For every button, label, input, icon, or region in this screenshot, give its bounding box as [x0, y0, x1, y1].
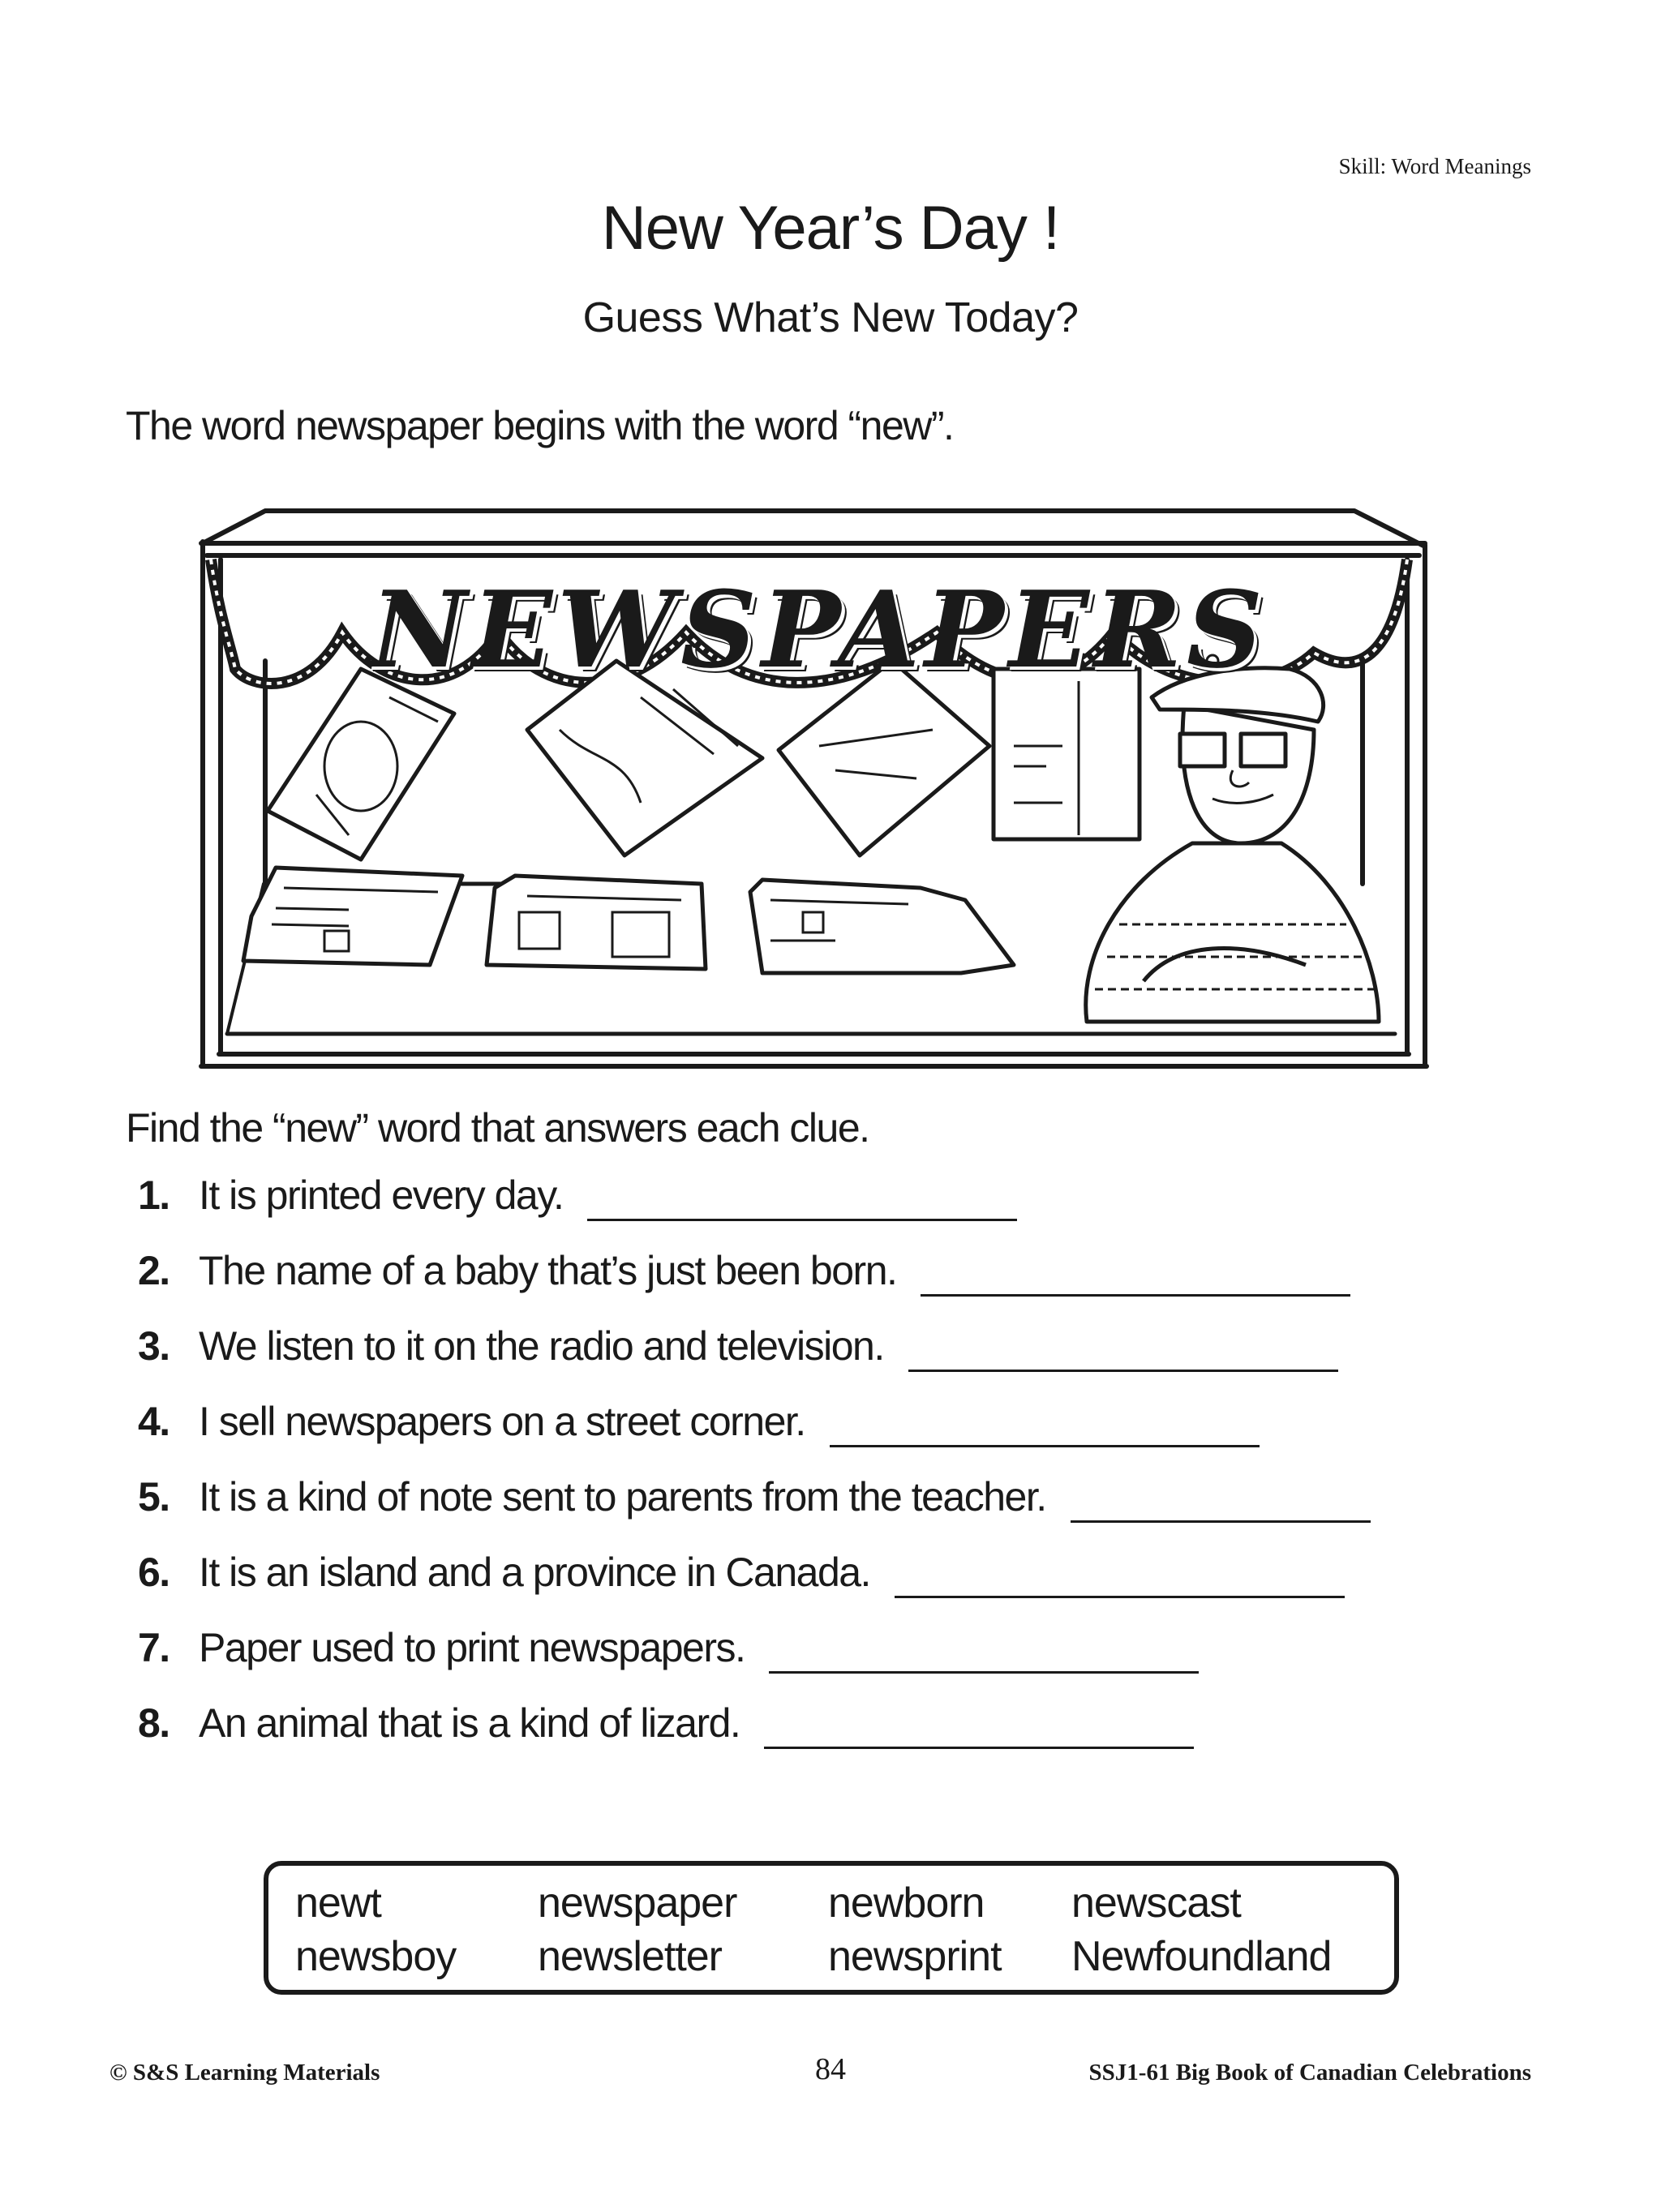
answer-blank[interactable] — [921, 1247, 1350, 1297]
skill-label: Skill: Word Meanings — [1338, 154, 1531, 178]
clue-item — [138, 1473, 1517, 1549]
clue-list — [138, 1172, 1517, 1775]
clue-item — [138, 1172, 1517, 1247]
clue-number: 3. — [138, 1323, 170, 1369]
page-number: 84 — [815, 2052, 846, 2086]
clue-number: 8. — [138, 1700, 170, 1746]
clue-text: It is a kind of note sent to parents from the teacher. — [199, 1474, 1046, 1520]
page-subtitle: Guess What’s New Today? — [582, 294, 1079, 341]
clue-item — [138, 1700, 1517, 1775]
clue-item — [138, 1398, 1517, 1473]
word-bank-item: newsletter — [538, 1933, 722, 1980]
intro-text: The word newspaper begins with the word “new”. — [126, 403, 954, 448]
word-bank-item: newspaper — [538, 1880, 737, 1927]
clue-number: 4. — [138, 1399, 170, 1444]
word-bank-item: newborn — [828, 1880, 985, 1927]
clue-text: I sell newspapers on a street corner. — [199, 1399, 805, 1444]
answer-blank[interactable] — [908, 1322, 1338, 1372]
clue-item — [138, 1549, 1517, 1624]
newspapers-sign: NEWSPAPERS — [371, 568, 1268, 692]
clue-text: Paper used to print newspapers. — [199, 1625, 745, 1670]
clue-text: It is an island and a province in Canada. — [199, 1550, 870, 1595]
answer-blank[interactable] — [830, 1398, 1260, 1447]
clue-item — [138, 1322, 1517, 1398]
clue-number: 1. — [138, 1172, 170, 1218]
clue-text: It is printed every day. — [199, 1172, 564, 1218]
word-bank-item: Newfoundland — [1071, 1933, 1332, 1980]
clue-number: 2. — [138, 1248, 170, 1293]
word-bank-item: newscast — [1071, 1880, 1241, 1927]
answer-blank[interactable] — [764, 1700, 1194, 1749]
clue-item — [138, 1247, 1517, 1322]
page-title: New Year’s Day ! — [601, 194, 1060, 263]
word-bank — [264, 1861, 1399, 1995]
clue-number: 7. — [138, 1625, 170, 1670]
footer-copyright: © S&S Learning Materials — [109, 2060, 380, 2086]
word-bank-item: newt — [295, 1880, 381, 1927]
clue-number: 6. — [138, 1550, 170, 1595]
word-bank-item: newsboy — [295, 1933, 457, 1980]
newspaper-stand-illustration — [187, 487, 1452, 1078]
footer-book-title: SSJ1-61 Big Book of Canadian Celebrations — [1088, 2060, 1531, 2086]
clue-text: An animal that is a kind of lizard. — [199, 1700, 740, 1746]
clue-text: The name of a baby that’s just been born. — [199, 1248, 897, 1293]
word-bank-item: newsprint — [828, 1933, 1002, 1980]
instruction-text: Find the “new” word that answers each clue. — [126, 1105, 869, 1151]
answer-blank[interactable] — [1071, 1473, 1371, 1523]
answer-blank[interactable] — [587, 1172, 1017, 1221]
clue-text: We listen to it on the radio and television. — [199, 1323, 884, 1369]
clue-number: 5. — [138, 1474, 170, 1520]
clue-item — [138, 1624, 1517, 1700]
answer-blank[interactable] — [895, 1549, 1345, 1598]
answer-blank[interactable] — [769, 1624, 1199, 1674]
